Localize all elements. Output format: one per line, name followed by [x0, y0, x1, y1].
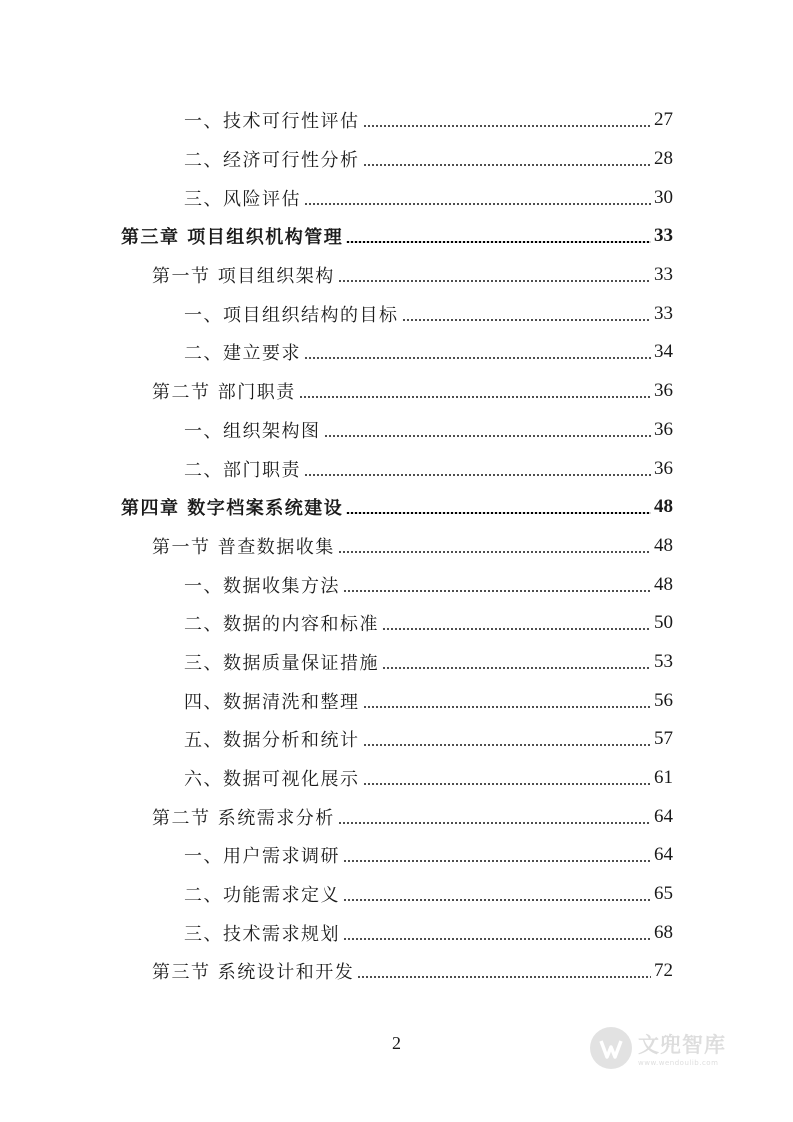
toc-entry-item[interactable]	[0, 913, 673, 952]
page-number: 2	[392, 1033, 401, 1053]
toc-entry-title: 二、部门职责	[184, 459, 301, 481]
toc-dot-leader	[363, 706, 652, 708]
toc-entry-page: 28	[654, 148, 673, 170]
toc-entry-item[interactable]	[0, 449, 673, 488]
toc-entry-title: 二、建立要求	[184, 343, 301, 365]
toc-entry-title: 第三节 系统设计和开发	[152, 962, 355, 984]
toc-entry-item[interactable]	[0, 759, 673, 798]
toc-entry-title: 第三章 项目组织机构管理	[121, 227, 344, 249]
toc-dot-leader	[343, 938, 651, 940]
toc-entry-page: 53	[654, 650, 673, 672]
toc-entry-title: 四、数据清洗和整理	[184, 691, 360, 713]
toc-entry-page: 50	[654, 612, 673, 634]
toc-entry-title: 二、经济可行性分析	[184, 150, 360, 172]
toc-entry-title: 三、风险评估	[184, 188, 301, 210]
toc-dot-leader	[363, 164, 652, 166]
toc-entry-item[interactable]	[0, 294, 673, 333]
toc-entry-page: 65	[654, 883, 673, 905]
toc-entry-section[interactable]	[0, 952, 673, 991]
toc-entry-title: 三、技术需求规划	[184, 923, 340, 945]
table-of-contents	[0, 101, 793, 991]
toc-entry-section[interactable]	[0, 797, 673, 836]
toc-entry-page: 68	[654, 921, 673, 943]
toc-entry-page: 64	[654, 844, 673, 866]
toc-dot-leader	[346, 512, 651, 515]
toc-entry-page: 72	[654, 960, 673, 982]
toc-entry-item[interactable]	[0, 836, 673, 875]
toc-entry-title: 三、数据质量保证措施	[184, 652, 379, 674]
toc-dot-leader	[346, 241, 651, 244]
toc-dot-leader	[343, 860, 651, 862]
toc-entry-title: 第一节 项目组织架构	[152, 266, 335, 288]
toc-entry-item[interactable]	[0, 411, 673, 450]
toc-dot-leader	[402, 319, 652, 321]
toc-entry-item[interactable]	[0, 101, 673, 140]
toc-entry-item[interactable]	[0, 178, 673, 217]
toc-entry-item[interactable]	[0, 681, 673, 720]
toc-entry-title: 六、数据可视化展示	[184, 769, 360, 791]
toc-entry-item[interactable]	[0, 720, 673, 759]
toc-dot-leader	[382, 628, 651, 630]
toc-dot-leader	[304, 474, 651, 476]
toc-dot-leader	[343, 899, 651, 901]
toc-entry-item[interactable]	[0, 333, 673, 372]
toc-entry-title: 一、组织架构图	[184, 420, 321, 442]
toc-entry-section[interactable]	[0, 372, 673, 411]
toc-entry-title: 第二节 部门职责	[152, 382, 296, 404]
toc-entry-chapter[interactable]	[0, 217, 673, 256]
toc-entry-item[interactable]	[0, 140, 673, 179]
toc-entry-page: 48	[654, 496, 673, 518]
toc-dot-leader	[343, 590, 651, 592]
toc-entry-page: 48	[654, 534, 673, 556]
toc-entry-title: 一、用户需求调研	[184, 846, 340, 868]
toc-entry-title: 第一节 普查数据收集	[152, 536, 335, 558]
toc-entry-item[interactable]	[0, 875, 673, 914]
toc-dot-leader	[304, 203, 651, 205]
toc-entry-item[interactable]	[0, 604, 673, 643]
toc-dot-leader	[299, 396, 651, 398]
watermark	[588, 1020, 758, 1076]
toc-entry-page: 64	[654, 805, 673, 827]
toc-dot-leader	[338, 822, 651, 824]
toc-entry-page: 36	[654, 380, 673, 402]
toc-entry-title: 二、功能需求定义	[184, 885, 340, 907]
toc-entry-page: 36	[654, 418, 673, 440]
toc-entry-page: 33	[654, 302, 673, 324]
toc-entry-title: 二、数据的内容和标准	[184, 614, 379, 636]
toc-dot-leader	[382, 667, 651, 669]
toc-entry-page: 61	[654, 767, 673, 789]
watermark-brand: 文兜智库	[638, 1033, 726, 1057]
watermark-logo-icon	[588, 1025, 634, 1071]
toc-dot-leader	[363, 744, 652, 746]
toc-entry-page: 57	[654, 728, 673, 750]
toc-entry-section[interactable]	[0, 527, 673, 566]
toc-entry-page: 34	[654, 341, 673, 363]
toc-dot-leader	[338, 280, 651, 282]
toc-entry-chapter[interactable]	[0, 488, 673, 527]
toc-dot-leader	[324, 435, 652, 437]
toc-dot-leader	[304, 357, 651, 359]
toc-entry-title: 五、数据分析和统计	[184, 730, 360, 752]
toc-dot-leader	[363, 783, 652, 785]
toc-entry-page: 36	[654, 457, 673, 479]
toc-entry-page: 56	[654, 689, 673, 711]
toc-entry-title: 一、技术可行性评估	[184, 111, 360, 133]
toc-entry-page: 30	[654, 186, 673, 208]
toc-entry-page: 33	[654, 225, 673, 247]
toc-entry-page: 48	[654, 573, 673, 595]
watermark-url: www.wendoulib.com	[638, 1059, 719, 1067]
toc-entry-item[interactable]	[0, 643, 673, 682]
toc-entry-page: 27	[654, 109, 673, 131]
toc-entry-title: 一、数据收集方法	[184, 575, 340, 597]
toc-dot-leader	[363, 125, 652, 127]
toc-entry-title: 第二节 系统需求分析	[152, 807, 335, 829]
toc-dot-leader	[357, 976, 651, 978]
toc-dot-leader	[338, 551, 651, 553]
toc-entry-title: 一、项目组织结构的目标	[184, 304, 399, 326]
toc-entry-section[interactable]	[0, 256, 673, 295]
toc-entry-item[interactable]	[0, 565, 673, 604]
toc-entry-page: 33	[654, 264, 673, 286]
toc-entry-title: 第四章 数字档案系统建设	[121, 498, 344, 520]
